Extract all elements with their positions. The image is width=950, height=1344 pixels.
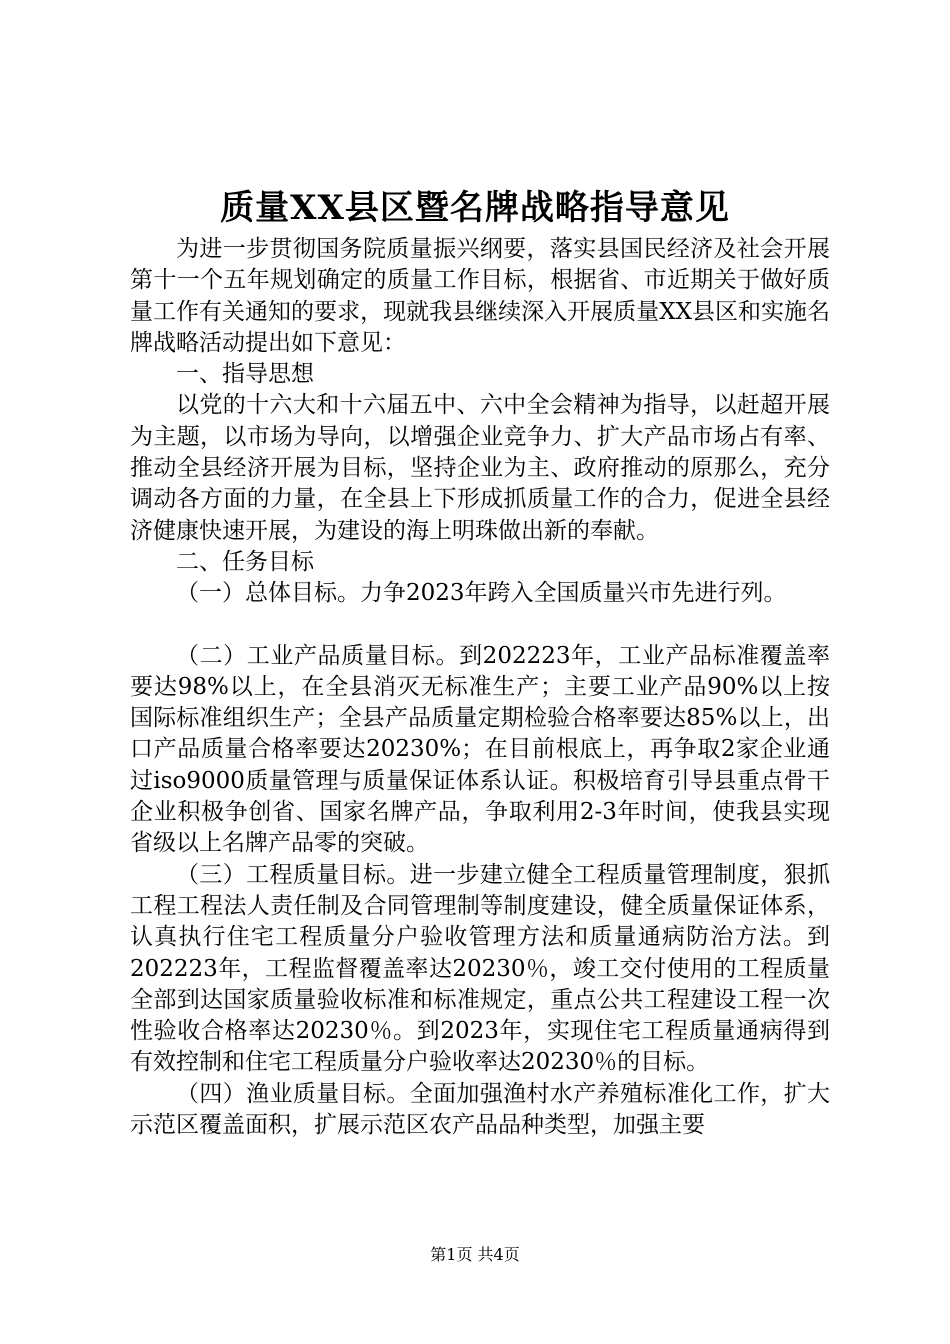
page-number-footer: 第1页 共4页: [430, 1245, 520, 1264]
guiding-ideology-paragraph: 以党的十六大和十六届五中、六中全会精神为指导，以赶超开展为主题，以市场为导向，以增强企业竞争力、扩大产品市场占有率、推动全县经济开展为目标，坚持企业为主、政府推动的原那么，充分调动各方面的力量，在全县上下形成抓质量工作的合力，促进全县经济健康快速开展，为建设的海上明珠做出新的奉献。: [130, 392, 830, 544]
overall-goal-paragraph: （一）总体目标。力争2023年跨入全国质量兴市先进行列。: [176, 580, 787, 607]
document-body: [130, 234, 830, 1141]
intro-paragraph: 为进一步贯彻国务院质量振兴纲要，落实县国民经济及社会开展第十一个五年规划确定的质量工作目标，根据省、市近期关于做好质量工作有关通知的要求，现就我县继续深入开展质量XX县区和实施名牌战略活动提出如下意见：: [130, 236, 830, 356]
industrial-quality-paragraph: （二）工业产品质量目标。到202223年，工业产品标准覆盖率要达98%以上，在全县消灭无标准生产；主要工业产品90%以上按国际标准组织生产；全县产品质量定期检验合格率要达85%以上，出口产品质量合格率要达20230%；在目前根底上，再争取2家企业通过iso9000质量管理与质量保证体系认证。积极培育引导县重点骨干企业积极争创省、国家名牌产品，争取利用2-3年时间，使我县实现省级以上名牌产品零的突破。: [130, 642, 830, 857]
fishery-quality-paragraph: （四）渔业质量目标。全面加强渔村水产养殖标准化工作，扩大示范区覆盖面积，扩展示范区农产品品种类型，加强主要: [130, 1080, 830, 1139]
engineering-quality-paragraph: （三）工程质量目标。进一步建立健全工程质量管理制度，狠抓工程工程法人责任制及合同管理制等制度建设，健全质量保证体系，认真执行住宅工程质量分户验收管理方法和质量通病防治方法。到202223年，工程监督覆盖率达20230％，竣工交付使用的工程质量全部到达国家质量验收标准和标准规定，重点公共工程建设工程一次性验收合格率达20230％。到2023年，实现住宅工程质量通病得到有效控制和住宅工程质量分户验收率达20230％的目标。: [130, 861, 830, 1076]
document-title: 质量XX县区暨名牌战略指导意见: [220, 188, 730, 228]
section-heading-guiding-ideology: 一、指导思想: [176, 361, 314, 388]
section-heading-task-goals: 二、任务目标: [176, 548, 314, 575]
